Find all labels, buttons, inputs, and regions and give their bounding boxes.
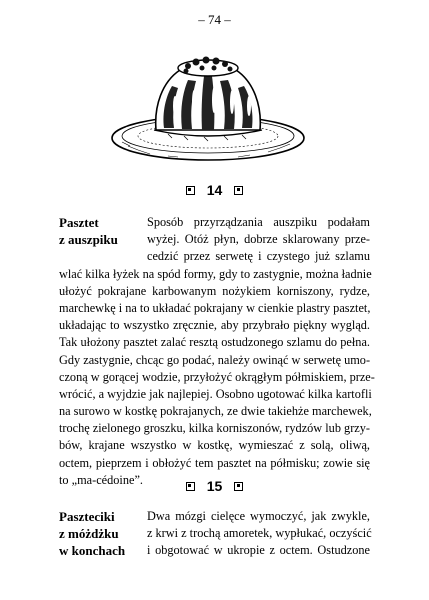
text-line: cedzić przez serwetę i czystego już szlamu [147, 249, 370, 264]
recipe-14-indented-text [147, 214, 370, 266]
square-bullet-icon [186, 482, 195, 491]
recipe-14 [59, 214, 375, 489]
recipe-15-title [59, 508, 143, 560]
square-bullet-icon [186, 186, 195, 195]
recipe-15-heading [0, 478, 429, 494]
text-line: Tak ułożony pasztet zalać resztą ostudzonego szlamu do pełna. [59, 335, 370, 350]
text-line: wrócić, a wyjdzie jak najlepiej. Osobno ugotować kilka kartofli [59, 386, 372, 401]
text-line: z krwi z trochą amoretek, wypłukać, oczyścić [147, 526, 372, 541]
recipe-14-body-text [59, 266, 375, 489]
text-line: trochę zielonego groszku, kilka korniszonów, rydzów lub grzy- [59, 421, 370, 436]
recipe-14-title-line: z auszpiku [59, 232, 118, 248]
recipe-14-heading [0, 182, 429, 198]
recipe-14-title [59, 214, 143, 248]
text-line: na surowo w kostkę pokrajanych, ze dwie takiehże marchewek, [59, 404, 372, 419]
recipe-15 [59, 508, 370, 560]
page-number: – 74 – [198, 12, 231, 27]
text-line: octem, pieprzem i obłożyć tem pasztet na półmisku; zowie się [59, 455, 370, 470]
text-line: Dwa mózgi cielęce wymoczyć, jak zwykle, [147, 509, 370, 523]
text-line: i obgotować w ukropie z octem. Ostudzone [147, 543, 370, 558]
recipe-15-indented-text [147, 508, 370, 560]
square-bullet-icon [234, 186, 243, 195]
square-bullet-icon [234, 482, 243, 491]
text-line: czoną w gorącej wodzie, przyłożyć okrągłym półmiskiem, prze- [59, 369, 375, 384]
recipe-15-title-line: z móżdżku [59, 526, 119, 542]
text-line: wyżej. Otóż płyn, dobrze sklarowany prze- [147, 232, 370, 247]
recipe-14-number: 14 [206, 182, 223, 198]
text-line: wlać kilka łyżek na spód formy, gdy to zastygnie, można ładnie [59, 266, 372, 281]
text-line: to „ma-cédoine”. [59, 472, 143, 487]
text-line: Sposób przyrządzania auszpiku podałam [147, 215, 370, 229]
text-line: bów, krajane wszystko w kostkę, wymieszać z solą, oliwą, [59, 438, 370, 453]
text-line: marchewkę i na to układać pokrajany w cienkie plastry pasztet, [59, 300, 371, 315]
text-line: Gdy zastygnie, chcąc go podać, należy owinąć w serwetę umo- [59, 352, 371, 367]
recipe-15-number: 15 [206, 478, 223, 494]
recipe-14-title-line: Pasztet [59, 215, 99, 230]
aspic-mold-on-plate-illustration [108, 46, 308, 166]
text-line: ułożyć pokrajane karbowanym nożykiem korniszony, rydze, [59, 283, 370, 298]
recipe-15-title-line: w konchach [59, 543, 126, 559]
text-line: układając to wszystko zręcznie, aby przybrało piękny wygląd. [59, 318, 370, 333]
recipe-15-title-line: Paszteciki [59, 509, 115, 524]
